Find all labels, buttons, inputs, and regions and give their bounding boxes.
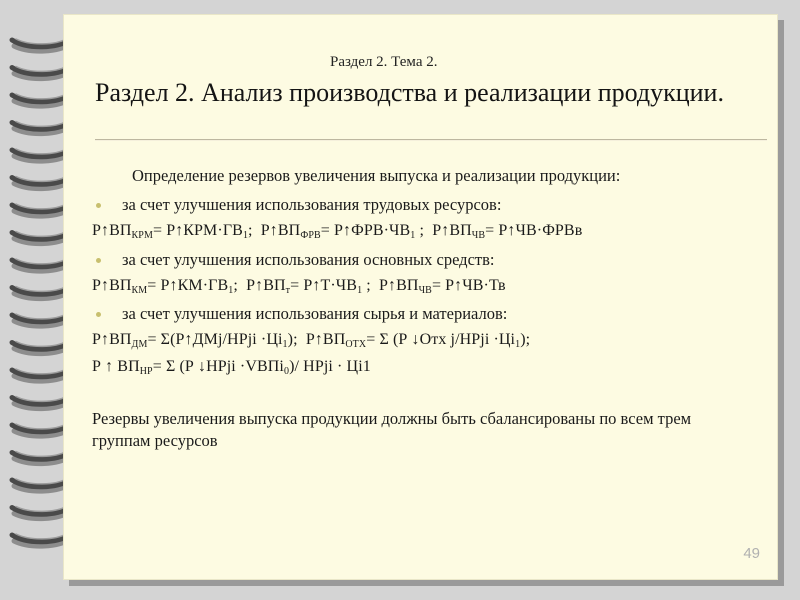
- formula-line-materials-1: $Р↑ВП_{ДМ}=$ Σ(Р↑ДМj/НРji $\cdot Цi_1$); $Р↑ВП_{ОТХ}= \Sigma$ (Р ↓Отх j/НРji $\cdot Цi_1$);: [92, 331, 531, 350]
- slide-subtitle: Раздел 2. Тема 2.: [330, 54, 438, 70]
- bullet-labor: [92, 195, 692, 217]
- bullet-icon: [96, 312, 101, 317]
- bullet-icon: [96, 203, 101, 208]
- conclusion-paragraph: Резервы увеличения выпуска продукции должны быть сбалансированы по всем трем группам ресурсов: [92, 409, 692, 450]
- slide-title: Раздел 2. Анализ производства и реализации продукции.: [95, 78, 724, 107]
- section-heading: Определение резервов увеличения выпуска и реализации продукции:: [132, 166, 621, 185]
- formula-line-fixed: $Р↑ВП_{КМ}=$ $Р↑КМ\cdot ГВ_1$; $Р↑ВП_т=$ $Р↑Т\cdot ЧВ_1$ ; $Р↑ВП_{ЧВ}=$ Р↑ЧВ·Тв: [92, 277, 506, 296]
- formula-line-labor: $Р↑ВП_{КРМ}=$ $Р↑КРМ\cdot ГВ_1$; $Р↑ВП_{ФРВ}=$ $Р↑ФРВ\cdot ЧВ_1$ ; $Р↑ВП_{ЧВ}=$ Р↑ЧВ·ФРВв: [92, 222, 583, 241]
- title-divider: [95, 139, 767, 141]
- bullet-label: за счет улучшения использования основных средств:: [122, 250, 495, 269]
- bullet-label: за счет улучшения использования трудовых ресурсов:: [122, 195, 502, 214]
- bullet-fixed-assets: [92, 250, 692, 272]
- bullet-materials: [92, 304, 692, 326]
- bullet-icon: [96, 258, 101, 263]
- page-number: 49: [743, 545, 760, 562]
- bullet-label: за счет улучшения использования сырья и материалов:: [122, 304, 508, 323]
- formula-line-materials-2: Р ↑ $ВП_{НР}= \Sigma$ (Р ↓НРji ·VВПi$_0$)/ НРji · Цi1: [92, 358, 371, 377]
